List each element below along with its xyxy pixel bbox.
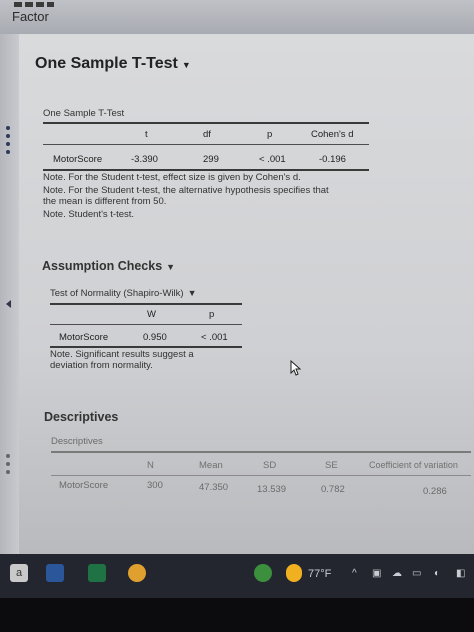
drag-handle-icon-lower[interactable] xyxy=(6,454,10,478)
cell-sd: 13.539 xyxy=(257,484,287,495)
start-button[interactable]: a xyxy=(10,564,28,582)
cell-p: < .001 xyxy=(201,332,228,343)
screen-bezel xyxy=(0,598,474,632)
note-4: Note. Student's t-test. xyxy=(43,209,135,220)
normality-bottom-rule xyxy=(50,346,242,348)
battery-icon[interactable]: ▭ xyxy=(412,568,422,579)
window-title-bar xyxy=(0,0,474,34)
normality-caption[interactable]: Test of Normality (Shapiro-Wilk) ▼ xyxy=(50,288,197,299)
row-label: MotorScore xyxy=(59,332,109,343)
normality-note-1: Note. Significant results suggest a xyxy=(50,349,194,360)
cell-mean: 47.350 xyxy=(199,482,229,493)
cell-cv: 0.286 xyxy=(423,486,447,497)
note-3: the mean is different from 50. xyxy=(43,196,167,207)
col-header-w: W xyxy=(147,309,156,320)
descriptives-caption: Descriptives xyxy=(51,436,103,447)
note-2: Note. For the Student t-test, the alternative hypothesis specifies that xyxy=(43,185,329,196)
normality-note-2: deviation from normality. xyxy=(50,360,153,371)
col-header-se: SE xyxy=(325,460,338,471)
dropdown-caret-icon[interactable]: ▼ xyxy=(181,60,191,70)
col-header-cohens-d: Cohen's d xyxy=(311,129,354,140)
drag-handle-icon[interactable] xyxy=(6,126,10,158)
results-panel xyxy=(19,34,474,554)
col-header-p: p xyxy=(209,309,215,320)
row-label: MotorScore xyxy=(53,154,103,165)
col-header-p: p xyxy=(267,129,273,140)
note-1: Note. For the Student t-test, effect size is given by Cohen's d. xyxy=(43,172,301,183)
chrome-icon[interactable] xyxy=(128,564,146,582)
cell-df: 299 xyxy=(203,154,219,165)
notification-icon[interactable]: ◧ xyxy=(456,568,466,579)
weather-icon[interactable] xyxy=(286,564,302,582)
menu-marks xyxy=(14,2,54,7)
window-title: Factor xyxy=(12,9,49,24)
normality-top-rule xyxy=(50,303,242,305)
table-bottom-rule xyxy=(43,169,369,171)
col-header-cv: Coefficient of variation xyxy=(369,460,458,470)
col-header-sd: SD xyxy=(263,460,277,471)
left-panel-strip xyxy=(0,34,19,554)
weather-temp[interactable]: 77°F xyxy=(308,568,332,580)
col-header-n: N xyxy=(147,460,154,471)
header-rule xyxy=(43,144,369,145)
cell-cohens-d: -0.196 xyxy=(319,154,346,165)
word-icon[interactable] xyxy=(46,564,64,582)
descriptives-header-rule xyxy=(51,475,471,476)
dropdown-caret-icon[interactable]: ▼ xyxy=(187,288,197,298)
cell-t: -3.390 xyxy=(131,154,158,165)
row-label: MotorScore xyxy=(59,480,109,491)
excel-icon[interactable] xyxy=(88,564,106,582)
descriptives-top-rule xyxy=(51,451,471,453)
onedrive-icon[interactable]: ☁ xyxy=(392,568,402,579)
table-top-rule xyxy=(43,122,369,124)
normality-header-rule xyxy=(50,324,242,325)
assumption-title[interactable]: Assumption Checks ▼ xyxy=(42,259,176,273)
collapse-arrow-icon[interactable] xyxy=(6,300,11,308)
taskbar xyxy=(0,554,474,598)
dropdown-caret-icon[interactable]: ▼ xyxy=(166,262,176,272)
col-header-df: df xyxy=(203,129,211,140)
cell-se: 0.782 xyxy=(321,484,345,495)
cell-n: 300 xyxy=(147,480,163,491)
network-icon[interactable]: ▣ xyxy=(372,568,382,579)
ttest-caption: One Sample T-Test xyxy=(43,108,125,119)
volume-icon[interactable]: ◐ xyxy=(434,568,441,579)
analysis-title[interactable]: One Sample T-Test ▼ xyxy=(35,55,191,72)
chevron-up-icon[interactable]: ^ xyxy=(352,568,357,579)
mouse-cursor-icon xyxy=(290,360,302,376)
help-icon[interactable] xyxy=(254,564,272,582)
col-header-mean: Mean xyxy=(199,460,223,471)
cell-w: 0.950 xyxy=(143,332,167,343)
cell-p: < .001 xyxy=(259,154,286,165)
descriptives-title[interactable]: Descriptives xyxy=(44,410,119,424)
col-header-t: t xyxy=(145,129,148,140)
